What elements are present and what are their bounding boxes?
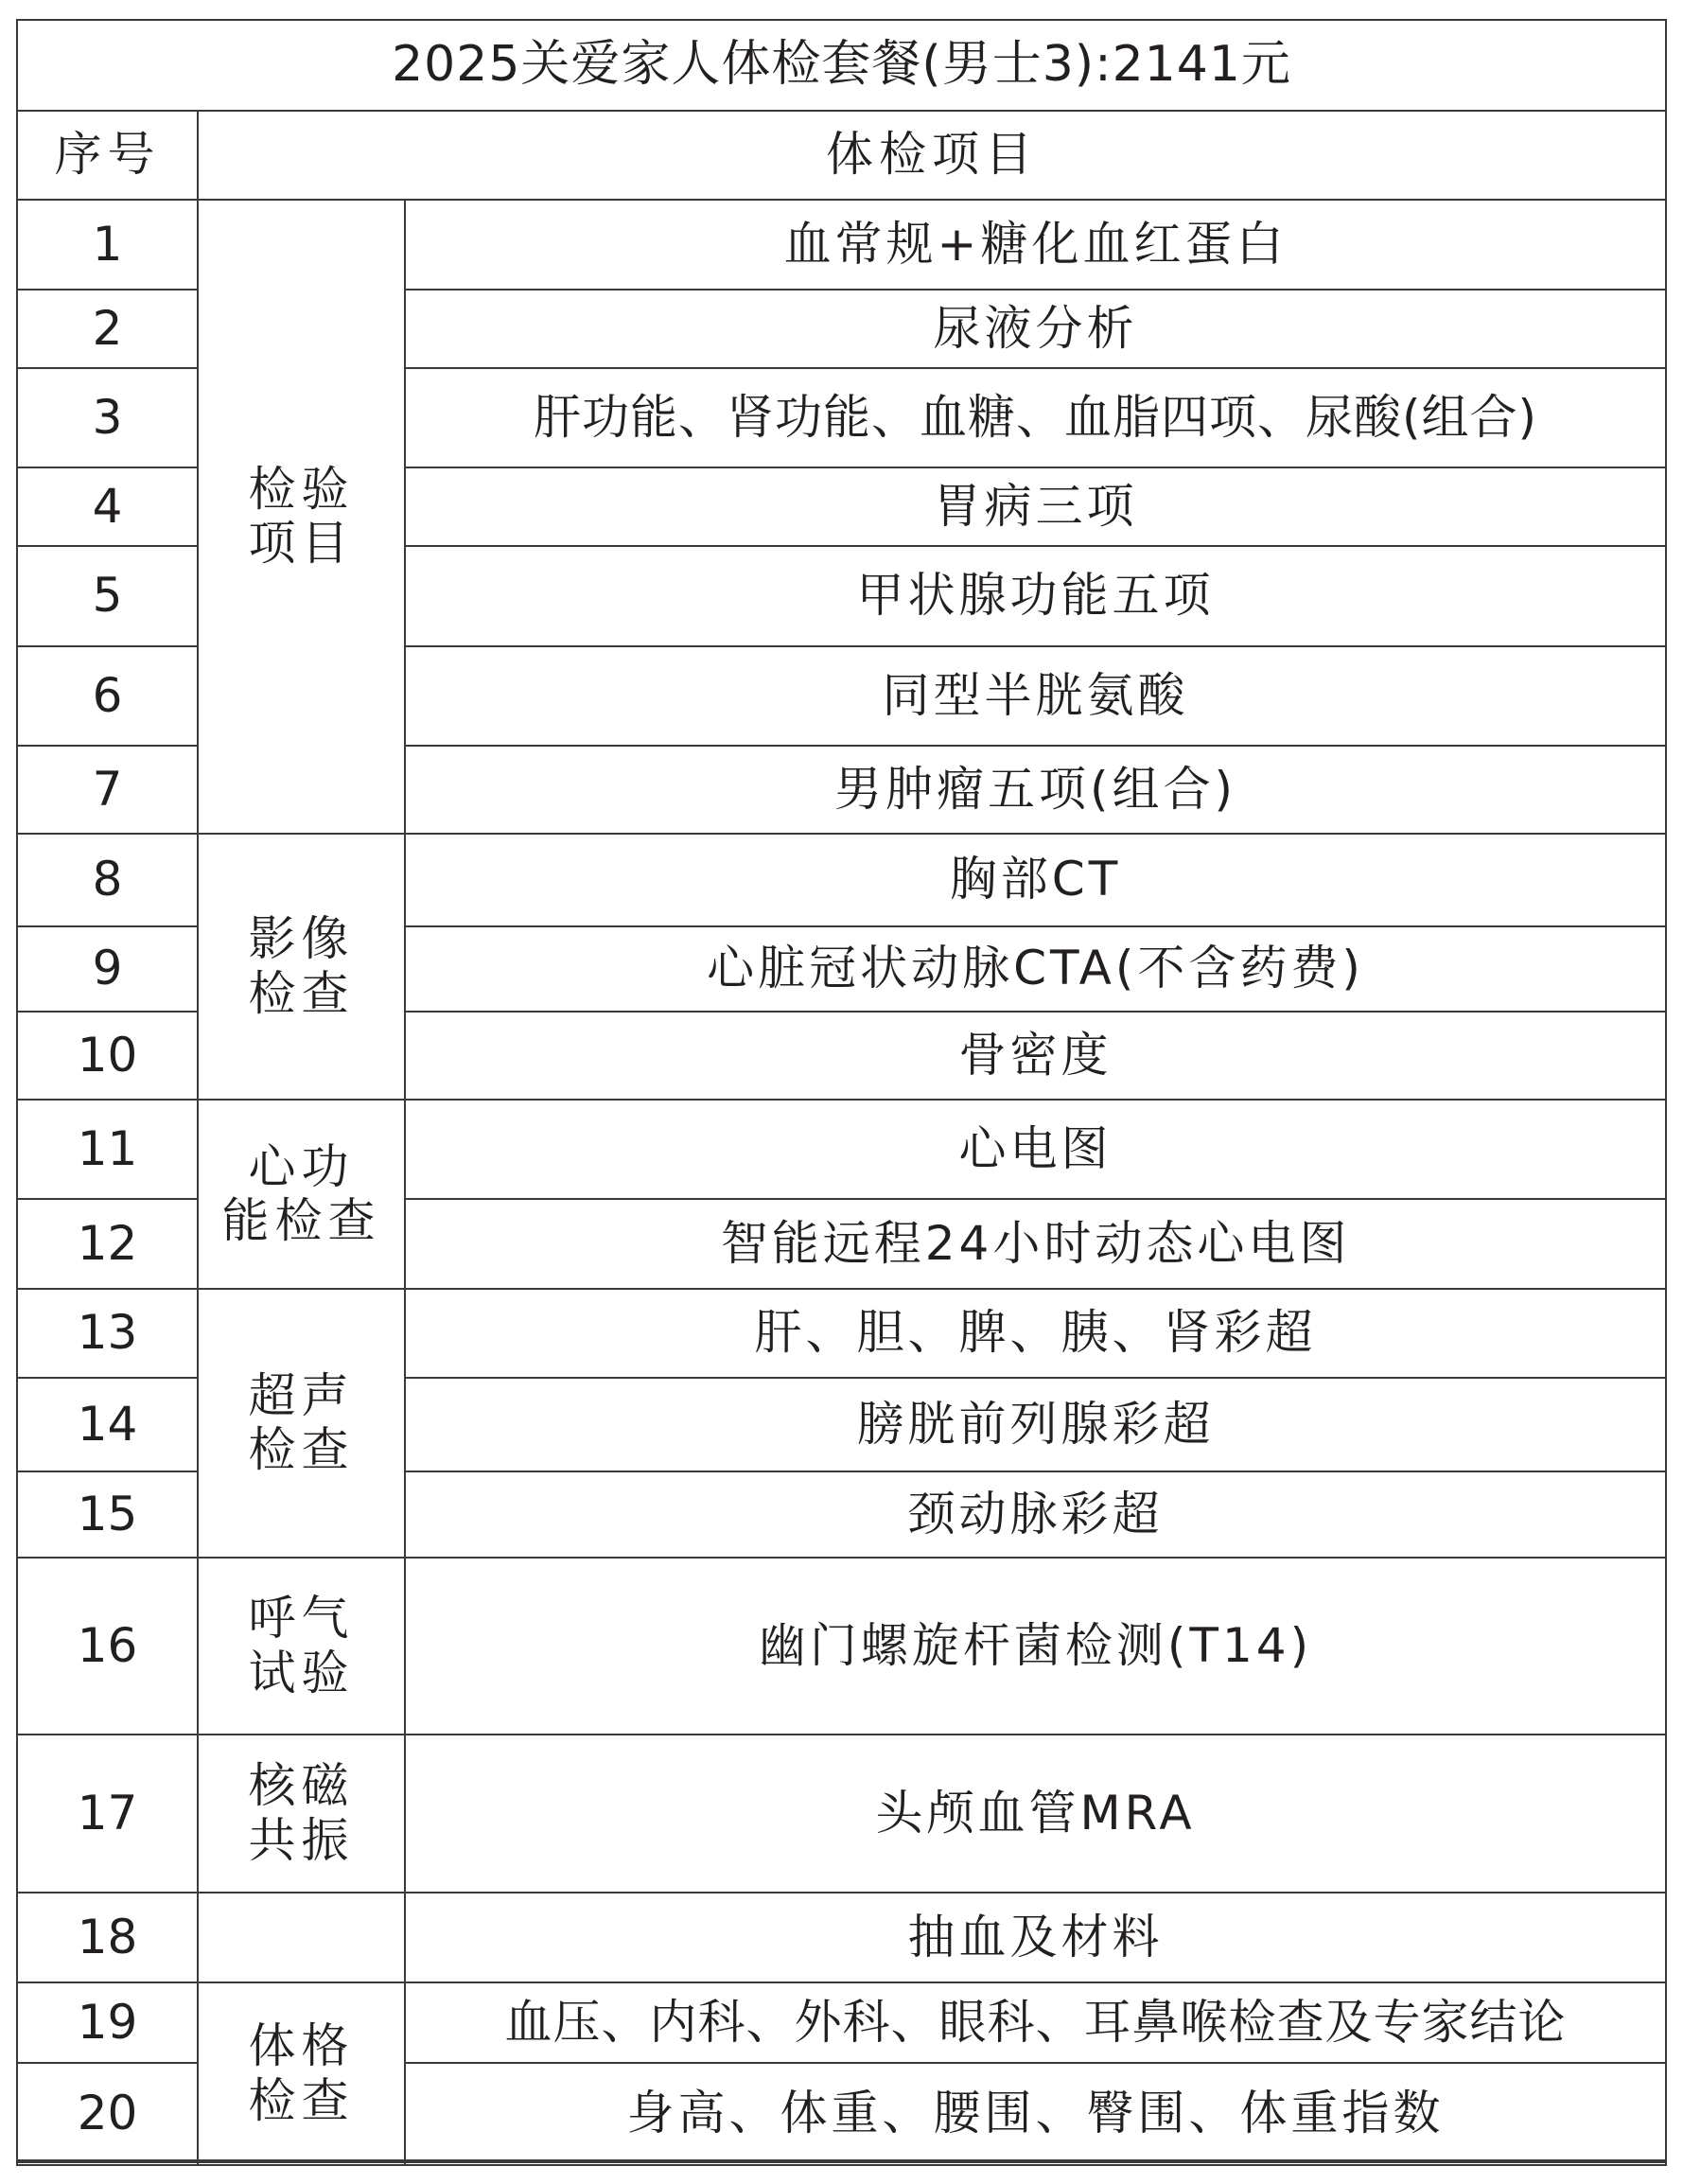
header-items: 体检项目 bbox=[198, 111, 1666, 200]
row-number: 20 bbox=[17, 2063, 198, 2165]
category-physical: 体格 检查 bbox=[198, 1982, 405, 2165]
category-imaging: 影像 检查 bbox=[198, 834, 405, 1100]
package-title: 2025关爱家人体检套餐(男士3):2141元 bbox=[17, 20, 1666, 111]
checkup-item: 幽门螺旋杆菌检测(T14) bbox=[405, 1558, 1666, 1735]
row-number: 12 bbox=[17, 1199, 198, 1289]
row-number: 2 bbox=[17, 290, 198, 368]
checkup-item: 膀胱前列腺彩超 bbox=[405, 1378, 1666, 1471]
row-number: 9 bbox=[17, 926, 198, 1012]
category-mri: 核磁 共振 bbox=[198, 1735, 405, 1893]
checkup-item: 血压、内科、外科、眼科、耳鼻喉检查及专家结论 bbox=[405, 1982, 1666, 2063]
row-number: 11 bbox=[17, 1100, 198, 1199]
row-number: 10 bbox=[17, 1012, 198, 1100]
row-number: 18 bbox=[17, 1893, 198, 1982]
checkup-item: 肝、胆、脾、胰、肾彩超 bbox=[405, 1289, 1666, 1378]
row-number: 7 bbox=[17, 746, 198, 834]
row-number: 13 bbox=[17, 1289, 198, 1378]
category-lab: 检验 项目 bbox=[198, 200, 405, 834]
category-empty bbox=[198, 1893, 405, 1982]
checkup-item: 同型半胱氨酸 bbox=[405, 646, 1666, 746]
category-ultrasound: 超声 检查 bbox=[198, 1289, 405, 1558]
row-number: 8 bbox=[17, 834, 198, 926]
checkup-item: 尿液分析 bbox=[405, 290, 1666, 368]
header-index: 序号 bbox=[17, 111, 198, 200]
bottom-rule bbox=[16, 2159, 1665, 2163]
row-number: 15 bbox=[17, 1471, 198, 1558]
checkup-item: 心电图 bbox=[405, 1100, 1666, 1199]
row-number: 3 bbox=[17, 368, 198, 467]
row-number: 16 bbox=[17, 1558, 198, 1735]
checkup-item: 颈动脉彩超 bbox=[405, 1471, 1666, 1558]
checkup-item: 心脏冠状动脉CTA(不含药费) bbox=[405, 926, 1666, 1012]
category-breath: 呼气 试验 bbox=[198, 1558, 405, 1735]
row-number: 17 bbox=[17, 1735, 198, 1893]
checkup-item: 骨密度 bbox=[405, 1012, 1666, 1100]
checkup-item: 抽血及材料 bbox=[405, 1893, 1666, 1982]
row-number: 1 bbox=[17, 200, 198, 290]
row-number: 14 bbox=[17, 1378, 198, 1471]
row-number: 19 bbox=[17, 1982, 198, 2063]
category-cardiac: 心功 能检查 bbox=[198, 1100, 405, 1289]
checkup-item: 身高、体重、腰围、臀围、体重指数 bbox=[405, 2063, 1666, 2165]
checkup-item: 胸部CT bbox=[405, 834, 1666, 926]
checkup-item: 胃病三项 bbox=[405, 467, 1666, 546]
checkup-item: 男肿瘤五项(组合) bbox=[405, 746, 1666, 834]
row-number: 5 bbox=[17, 546, 198, 646]
checkup-item: 血常规+糖化血红蛋白 bbox=[405, 200, 1666, 290]
row-number: 6 bbox=[17, 646, 198, 746]
checkup-item: 肝功能、肾功能、血糖、血脂四项、尿酸(组合) bbox=[405, 368, 1666, 467]
checkup-item: 头颅血管MRA bbox=[405, 1735, 1666, 1893]
checkup-package-table bbox=[16, 19, 1667, 2166]
row-number: 4 bbox=[17, 467, 198, 546]
checkup-item: 甲状腺功能五项 bbox=[405, 546, 1666, 646]
checkup-item: 智能远程24小时动态心电图 bbox=[405, 1199, 1666, 1289]
